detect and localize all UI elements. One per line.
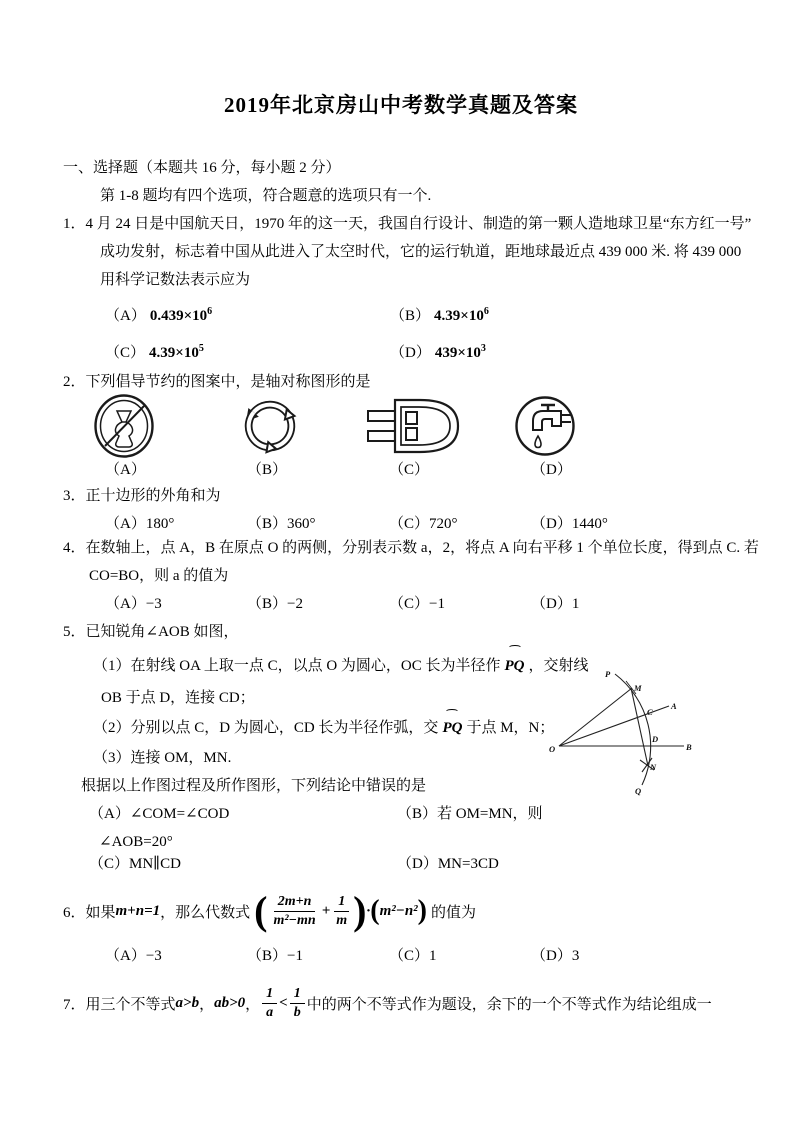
page-title: 2019年北京房山中考数学真题及答案 [224, 93, 578, 117]
q7-inequality-1: a>b [175, 994, 200, 1011]
arc-hat-icon: ⌢ [507, 638, 522, 652]
q2-option-c-label: （C） [389, 462, 430, 478]
q6-option-c: （C）1 [389, 948, 437, 964]
figure-label-b: B [686, 742, 692, 752]
section-note: 第 1-8 题均有四个选项，符合题意的选项只有一个. [100, 188, 432, 204]
q5-options-row-2 [63, 850, 739, 878]
figure-label-m: M [634, 683, 642, 693]
open-paren: ( [254, 888, 268, 933]
q2-icon-cell-d [519, 394, 661, 458]
q5-intro: 5．已知锐角∠AOB 如图， [63, 624, 239, 640]
option-label: （D） [390, 345, 431, 361]
option-label: （A） [105, 308, 146, 324]
q4-option-b: （B）−2 [247, 596, 303, 612]
dot-operator: · [366, 902, 371, 919]
q3-text: 3．正十边形的外角和为 [63, 488, 221, 504]
q6-text-mid: ，那么代数式 [160, 904, 251, 921]
q5-geometry-figure [548, 650, 700, 802]
q3-option-a: （A）180° [105, 516, 175, 532]
q7-inequality-2: ab>0 [214, 994, 246, 1011]
q6-option-d: （D）3 [531, 948, 580, 964]
q2-icons-row [63, 394, 739, 458]
q6-option-b: （B）−1 [247, 948, 303, 964]
option-value: $439\times 10^3$ [434, 343, 486, 361]
q5-step-3: （3）连接 OM，MN. [93, 750, 232, 766]
q7-text-pre: 7．用三个不等式 [63, 996, 176, 1013]
q6-formula [254, 888, 427, 933]
arc-PQ [615, 674, 651, 785]
q7-stem: 7．用三个不等式 a>b ， ab>0 ， $\frac{1}{a}$ < $\frac{1}{b}$ 中的两个不等式作为题设，余下的一个不等式作为结论组成一 [63, 986, 712, 1020]
q4-text-line-1: 4．在数轴上，点 A，B 在原点 O 的两侧，分别表示数 a，2，将点 A 向右平移 1 个单位长度，得到点 C. 若 [63, 540, 759, 556]
q2-option-d-label: （D） [531, 462, 572, 478]
q1-text-line-3: 用科学记数法表示应为 [100, 272, 251, 288]
q5-option-b: （B）若 OM=MN，则 [397, 806, 543, 822]
power-plug-icon [365, 397, 462, 455]
arc-hat-icon: ⌢ [445, 702, 460, 716]
figure-label-d: D [652, 734, 659, 744]
q1-option-c [105, 335, 390, 367]
q2-icon-cell-a [93, 394, 235, 458]
q4-option-c: （C）−1 [389, 596, 445, 612]
segment-MN [631, 688, 648, 766]
q6-options-row [63, 942, 739, 970]
q1-option-d [390, 335, 675, 367]
q6-text-post: 的值为 [431, 904, 477, 921]
figure-label-a: A [671, 701, 677, 711]
q2-icon-cell-b [235, 394, 377, 458]
less-than-sign: < [279, 994, 288, 1011]
q4-option-a: （A）−3 [105, 596, 162, 612]
open-paren: ( [370, 895, 380, 927]
arc-PQ-symbol: ⌢ PQ [442, 702, 463, 736]
option-value: $4.39\times 10^6$ [434, 306, 489, 324]
segment-OM [559, 688, 632, 746]
figure-label-q: Q [635, 786, 642, 796]
q5-step-2: （2）分别以点 C，D 为圆心，CD 长为半径作弧，交 ⌢ PQ 于点 M，N； [63, 712, 739, 744]
q7-fraction-2: $\frac{1}{b}$ [290, 985, 305, 1021]
option-label: （B） [390, 308, 431, 324]
q6-text-pre: 6．如果 [63, 904, 116, 921]
q6-stem [63, 880, 739, 942]
no-waste-icon [93, 394, 155, 458]
option-value: $4.39\times 10^5$ [149, 343, 204, 361]
water-saving-faucet-icon [513, 394, 577, 458]
q3-option-c: （C）720° [389, 516, 458, 532]
close-paren: ) [353, 888, 367, 933]
q5-options-row-1 [63, 800, 739, 828]
option-value: $0.439\times 10^6$ [149, 306, 213, 324]
q5-option-d: （D）MN=3CD [397, 856, 499, 872]
question-4 [63, 534, 759, 618]
q7-text-post: 中的两个不等式作为题设，余下的一个不等式作为结论组成一 [306, 996, 712, 1013]
q2-icon-cell-c [377, 397, 519, 455]
q5-option-b-line-2: ∠AOB=20° [99, 834, 173, 850]
q5-step-1-line-2: OB 于点 D，连接 CD； [101, 690, 255, 706]
q4-text-line-2: CO=BO，则 a 的值为 [89, 568, 229, 584]
plus-sign: + [321, 902, 331, 919]
close-paren: ) [417, 895, 427, 927]
q7-fraction-1: $\frac{1}{a}$ [262, 985, 277, 1021]
arc-PQ-symbol: ⌢ PQ [504, 638, 525, 674]
q5-conclusion: 根据以上作图过程及所作图形，下列结论中错误的是 [81, 778, 427, 794]
q6-factor: m²−n² [379, 902, 418, 919]
question-3 [63, 482, 739, 538]
q6-fraction-1: $\frac{2m+n}{\text{m²−mn}}$ [273, 894, 316, 928]
q1-option-a [105, 298, 390, 330]
question-6 [63, 880, 739, 970]
q3-option-d: （D）1440° [531, 516, 608, 532]
question-2 [63, 368, 739, 482]
q2-text: 2．下列倡导节约的图案中，是轴对称图形的是 [63, 374, 371, 390]
question-1 [63, 210, 752, 368]
figure-label-p: P [605, 669, 611, 679]
figure-label-o: O [549, 744, 556, 754]
q2-option-a-label: （A） [105, 462, 146, 478]
q1-text-line-2: 成功发射，标志着中国从此进入了太空时代，它的运行轨道，距地球最近点 439 000 米. 将 439 000 [100, 244, 742, 260]
q2-option-b-label: （B） [247, 462, 288, 478]
q4-option-d: （D）1 [531, 596, 580, 612]
q3-option-b: （B）360° [247, 516, 316, 532]
q5-option-c: （C）MN∥CD [89, 856, 181, 872]
figure-label-c: C [647, 707, 653, 717]
section-heading: 一、选择题（本题共 16 分，每小题 2 分） [63, 160, 341, 176]
recycle-arrows-icon [235, 394, 305, 458]
q5-option-a: （A）∠COM=∠COD [89, 806, 230, 822]
q4-options-row [63, 590, 739, 618]
option-label: （C） [105, 345, 146, 361]
q5-step-1-line-1: （1）在射线 OA 上取一点 C，以点 O 为圆心，OC 长为半径作 ⌢ PQ ，交射线 [63, 648, 739, 684]
q6-equation: m+n=1 [115, 902, 161, 919]
q6-fraction-2: $\frac{1}{m}$ [332, 893, 351, 929]
figure-label-n: N [650, 762, 657, 772]
q1-option-b [390, 298, 675, 330]
question-7 [63, 976, 739, 1030]
q6-option-a: （A）−3 [105, 948, 162, 964]
q1-text-line-1: 1．4 月 24 日是中国航天日，1970 年的这一天，我国自行设计、制造的第一颗人造地球卫星“东方红一号” [63, 216, 752, 232]
q1-options-row-2 [63, 334, 739, 368]
q2-labels-row [63, 458, 739, 482]
q1-options-row-1 [63, 294, 739, 334]
